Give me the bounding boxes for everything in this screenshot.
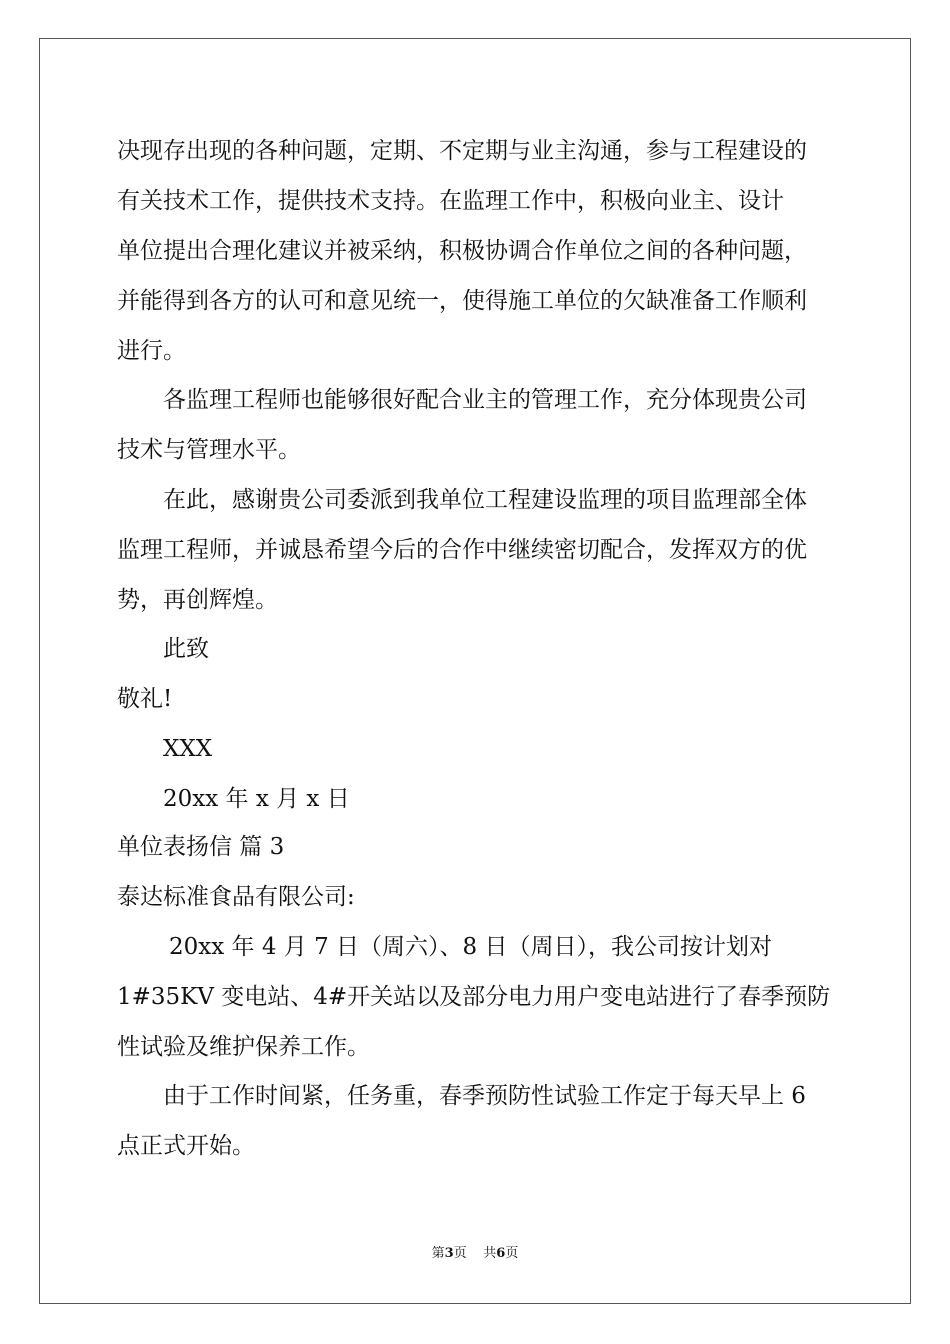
text-line: 势，再创辉煌。 (117, 587, 278, 613)
total-unit: 页 (505, 1246, 519, 1261)
page-border (39, 38, 911, 1304)
text-line: 在此，感谢贵公司委派到我单位工程建设监理的项目监理部全体 (163, 487, 807, 513)
text-line: 20xx 年 4 月 7 日（周六）、8 日（周日），我公司按计划对 (169, 934, 772, 960)
page-unit: 页 (453, 1246, 467, 1261)
date-line: 20xx 年 x 月 x 日 (163, 786, 350, 812)
page-footer (0, 1246, 950, 1262)
closing-line: 此致 (163, 636, 209, 662)
section-heading: 单位表扬信 篇 3 (117, 834, 285, 860)
page-number: 3 (444, 1246, 454, 1261)
text-line: 各监理工程师也能够很好配合业主的管理工作，充分体现贵公司 (163, 387, 807, 413)
total-pages: 6 (496, 1246, 506, 1261)
signature-line: XXX (163, 736, 213, 762)
text-line: 并能得到各方的认可和意见统一，使得施工单位的欠缺准备工作顺利 (117, 288, 807, 314)
salutation-line: 敬礼! (117, 686, 173, 712)
text-line: 有关技术工作，提供技术支持。在监理工作中，积极向业主、设计 (117, 188, 784, 214)
total-prefix: 共 (483, 1246, 497, 1261)
text-line: 监理工程师，并诚恳希望今后的合作中继续密切配合，发挥双方的优 (117, 537, 807, 563)
text-line: 单位提出合理化建议并被采纳，积极协调合作单位之间的各种问题， (117, 238, 807, 264)
recipient-line: 泰达标准食品有限公司: (117, 884, 355, 910)
text-line: 技术与管理水平。 (117, 437, 301, 463)
text-line: 性试验及维护保养工作。 (117, 1034, 370, 1060)
text-line: 1#35KV 变电站、4#开关站以及部分电力用户变电站进行了春季预防 (117, 984, 831, 1010)
text-line: 由于工作时间紧，任务重，春季预防性试验工作定于每天早上 6 (163, 1083, 806, 1109)
text-line: 决现存出现的各种问题，定期、不定期与业主沟通，参与工程建设的 (117, 138, 807, 164)
page-prefix: 第 (431, 1246, 445, 1261)
text-line: 点正式开始。 (117, 1133, 255, 1159)
text-line: 进行。 (117, 338, 186, 364)
